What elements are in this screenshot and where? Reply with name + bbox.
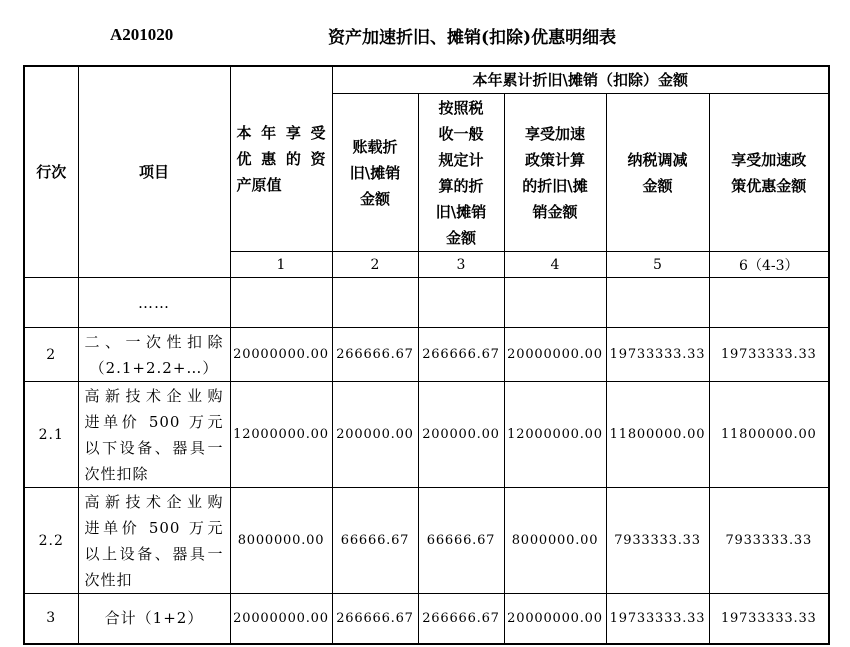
- header-original-value: [230, 66, 332, 252]
- header-general-line: 算的折: [438, 176, 484, 195]
- table-row: [24, 488, 829, 594]
- header-general-line: 收一般: [438, 124, 484, 143]
- header-general-line: 规定计: [438, 150, 484, 169]
- row-item: [78, 488, 230, 594]
- header-general-line: 旧\摊销: [435, 202, 487, 221]
- header-original-value-line: 本年享受: [236, 124, 326, 142]
- header-book-line: 旧\摊销: [349, 163, 401, 182]
- value-cell: 200000.00: [332, 382, 418, 488]
- table-row: [24, 594, 829, 644]
- value-cell: 8000000.00: [230, 488, 332, 594]
- header-general-line: 按照税: [438, 98, 484, 117]
- value-cell: 11800000.00: [606, 382, 709, 488]
- value-cell: 200000.00: [418, 382, 504, 488]
- header-original-value-line: 产原值: [236, 176, 282, 194]
- row-item-line: 以下设备、器具一: [84, 438, 224, 457]
- value-cell: 8000000.00: [504, 488, 606, 594]
- value-cell: 266666.67: [418, 594, 504, 644]
- row-number: 2.1: [24, 382, 78, 488]
- row-item-line: 进单价 500 万元: [84, 518, 224, 537]
- row-item-line: 高新技术企业购: [84, 386, 224, 405]
- value-cell: 7933333.33: [606, 488, 709, 594]
- header-book-line: 金额: [359, 189, 390, 208]
- value-cell: [418, 278, 504, 328]
- value-cell: 19733333.33: [709, 594, 829, 644]
- row-number: 2: [24, 328, 78, 382]
- header-accelerated-line: 的折旧\摊: [522, 176, 588, 195]
- row-item-line: （2.1+2.2+…）: [89, 358, 219, 377]
- header-adjust-line: 纳税调减: [627, 150, 688, 169]
- row-item: [78, 328, 230, 382]
- row-number: 3: [24, 594, 78, 644]
- header-benefit: [709, 94, 829, 252]
- header-row-no: 行次: [24, 66, 78, 278]
- header-original-value-line: 优惠的资: [236, 150, 326, 168]
- value-cell: 19733333.33: [606, 328, 709, 382]
- value-cell: 20000000.00: [504, 328, 606, 382]
- table-row: [24, 328, 829, 382]
- column-index: 5: [606, 252, 709, 278]
- header-item: 项目: [78, 66, 230, 278]
- value-cell: 266666.67: [332, 328, 418, 382]
- header-group: 本年累计折旧\摊销（扣除）金额: [332, 66, 829, 94]
- form-code: A201020: [110, 25, 174, 44]
- header-general-line: 金额: [445, 228, 476, 247]
- value-cell: [709, 278, 829, 328]
- header-book-line: 账载折: [352, 137, 398, 156]
- row-number: [24, 278, 78, 328]
- value-cell: 12000000.00: [230, 382, 332, 488]
- value-cell: 266666.67: [418, 328, 504, 382]
- value-cell: 12000000.00: [504, 382, 606, 488]
- row-item-line: 以上设备、器具一: [84, 544, 224, 563]
- column-index: 4: [504, 252, 606, 278]
- value-cell: [504, 278, 606, 328]
- value-cell: [332, 278, 418, 328]
- value-cell: 19733333.33: [606, 594, 709, 644]
- column-index: 3: [418, 252, 504, 278]
- value-cell: 66666.67: [418, 488, 504, 594]
- form-title: 资产加速折旧、摊销(扣除)优惠明细表: [328, 28, 617, 48]
- header-benefit-line: 享受加速政: [731, 150, 807, 169]
- row-item-line: 高新技术企业购: [84, 492, 224, 511]
- row-number: 2.2: [24, 488, 78, 594]
- row-item: ……: [78, 278, 230, 328]
- row-item-line: 次性扣: [84, 570, 133, 589]
- row-item-line: 进单价 500 万元: [84, 412, 224, 431]
- header-accelerated-line: 享受加速: [524, 124, 585, 143]
- value-cell: 266666.67: [332, 594, 418, 644]
- column-index: 2: [332, 252, 418, 278]
- row-item: [78, 382, 230, 488]
- table-row: [24, 382, 829, 488]
- value-cell: [606, 278, 709, 328]
- value-cell: 20000000.00: [230, 594, 332, 644]
- row-item-line: 二、一次性扣除: [84, 332, 224, 351]
- detail-table: [23, 65, 830, 645]
- value-cell: 19733333.33: [709, 328, 829, 382]
- value-cell: 11800000.00: [709, 382, 829, 488]
- header-accelerated-line: 政策计算: [524, 150, 585, 169]
- header-benefit-line: 策优惠金额: [731, 176, 807, 195]
- column-index: 6（4-3）: [709, 252, 829, 278]
- value-cell: 20000000.00: [230, 328, 332, 382]
- header-accelerated: [504, 94, 606, 252]
- header-adjust-line: 金额: [642, 176, 673, 195]
- value-cell: 66666.67: [332, 488, 418, 594]
- header-book: [332, 94, 418, 252]
- column-index: 1: [230, 252, 332, 278]
- table-row: [24, 278, 829, 328]
- value-cell: 20000000.00: [504, 594, 606, 644]
- value-cell: 7933333.33: [709, 488, 829, 594]
- header-adjust: [606, 94, 709, 252]
- row-item: 合计（1+2）: [78, 594, 230, 644]
- header-accelerated-line: 销金额: [532, 202, 578, 221]
- value-cell: [230, 278, 332, 328]
- row-item-line: 次性扣除: [84, 464, 149, 483]
- header-general: [418, 94, 504, 252]
